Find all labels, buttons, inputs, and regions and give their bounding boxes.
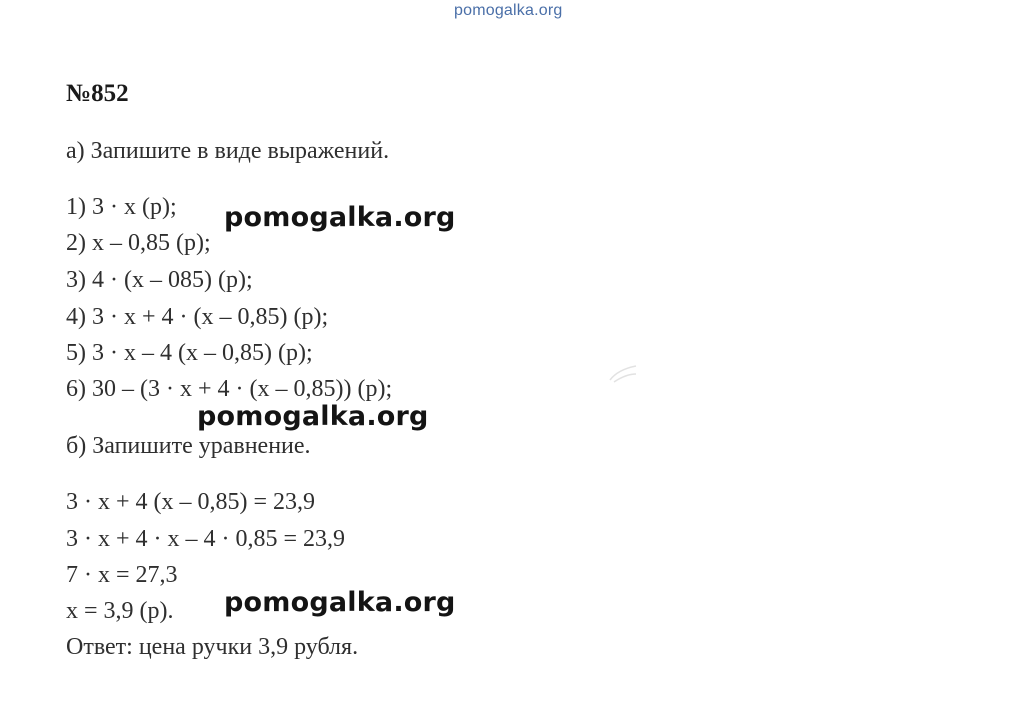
- part-b-step-3: 7 · x = 27,3: [66, 562, 178, 588]
- part-b-step-2: 3 · x + 4 · x – 4 · 0,85 = 23,9: [66, 526, 346, 552]
- part-a-heading: а) Запишите в виде выражений.: [66, 138, 390, 164]
- watermark-overlay-2: pomogalka.org: [197, 401, 429, 432]
- part-a-item-5: 5) 3 · x – 4 (x – 0,85) (р);: [66, 340, 313, 366]
- part-a-item-1: 1) 3 · x (р);: [66, 194, 177, 220]
- part-b-step-4: x = 3,9 (р).: [66, 598, 174, 624]
- part-b-step-1: 3 · x + 4 (x – 0,85) = 23,9: [66, 489, 316, 515]
- problem-number: №852: [66, 80, 129, 107]
- top-watermark-link[interactable]: pomogalka.org: [454, 2, 563, 19]
- faint-scan-mark: [606, 360, 640, 386]
- part-a-item-3: 3) 4 · (x – 085) (р);: [66, 267, 253, 293]
- part-a-item-2: 2) x – 0,85 (р);: [66, 230, 211, 256]
- part-b-heading: б) Запишите уравнение.: [66, 433, 311, 459]
- part-a-item-6: 6) 30 – (3 · x + 4 · (x – 0,85)) (р);: [66, 376, 393, 402]
- watermark-overlay-1: pomogalka.org: [224, 202, 456, 233]
- answer-line: Ответ: цена ручки 3,9 рубля.: [66, 634, 359, 660]
- watermark-overlay-3: pomogalka.org: [224, 587, 456, 618]
- part-a-item-4: 4) 3 · x + 4 · (x – 0,85) (р);: [66, 304, 329, 330]
